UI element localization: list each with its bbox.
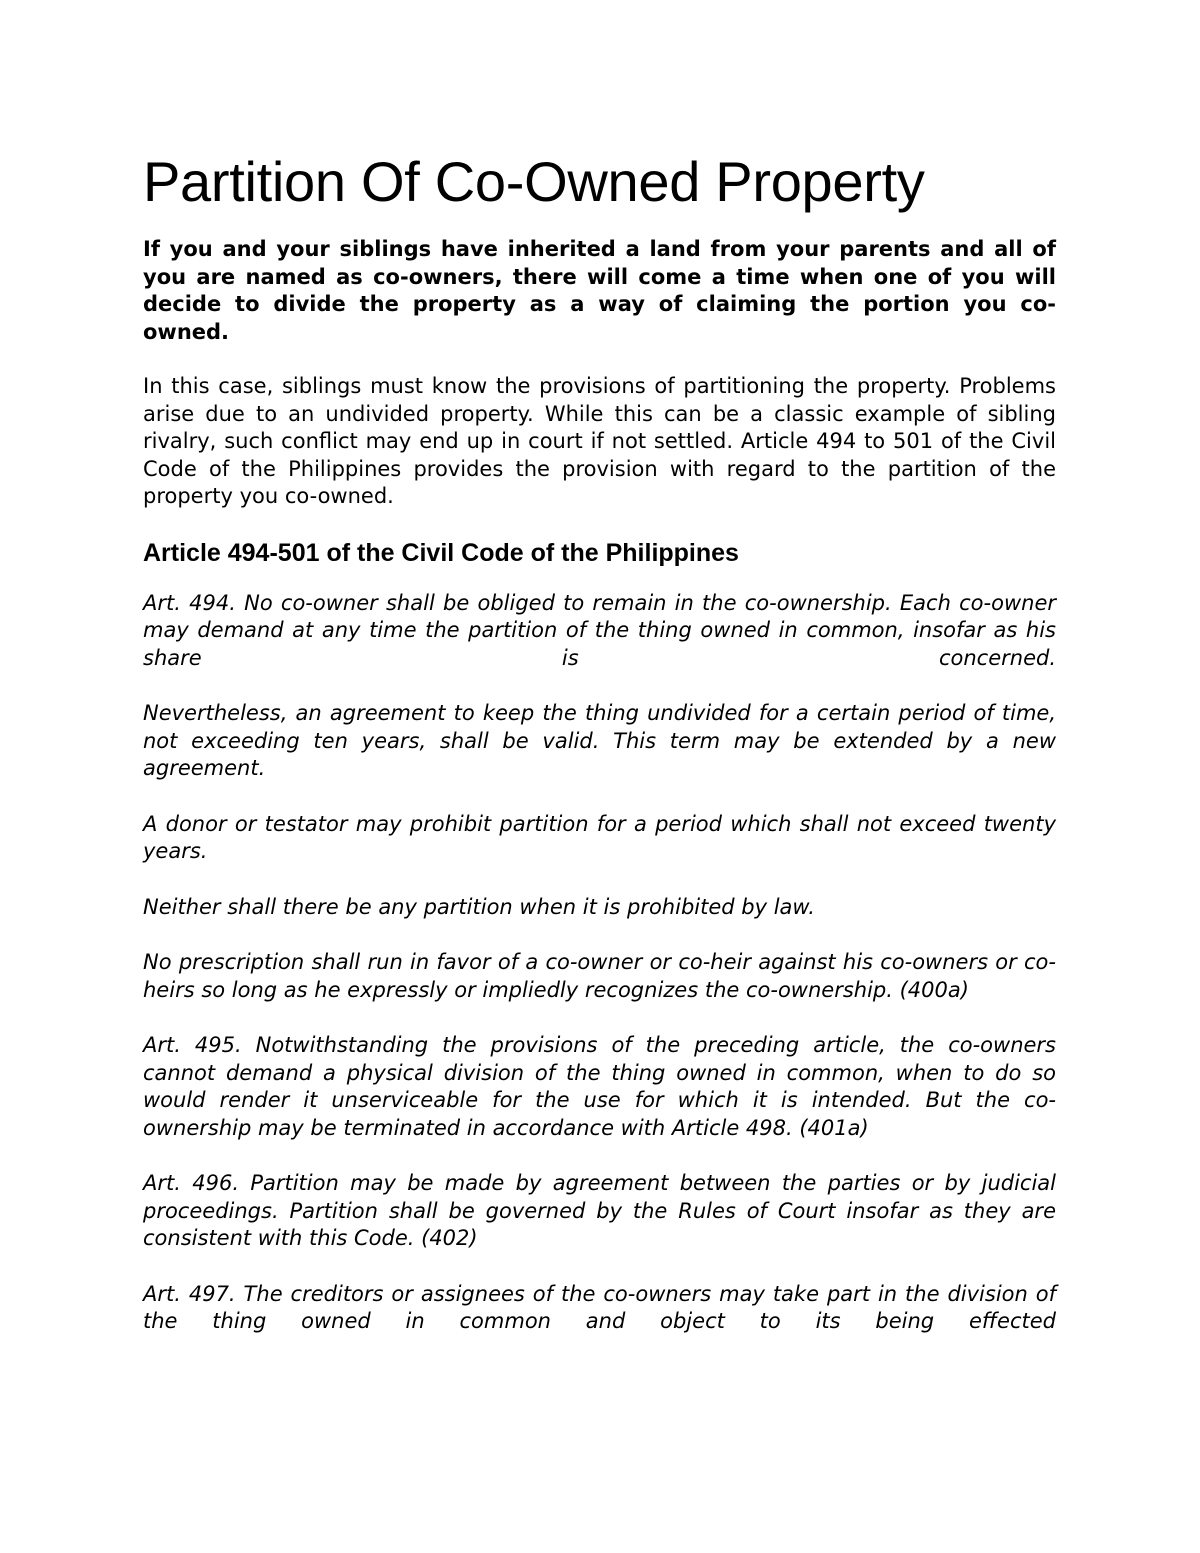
article-496-paragraph: Art. 496. Partition may be made by agreement between the parties or by judicial proceedings. Partition shall be governed by the Rules of Court insofar as they are consistent with this Code. (402) xyxy=(143,1171,1056,1250)
agreement-paragraph: Nevertheless, an agreement to keep the thing undivided for a certain period of time, not exceeding ten years, shall be valid. This term may be extended by a new agreement. xyxy=(143,701,1056,780)
lead-paragraph: If you and your siblings have inherited a land from your parents and all of you are named as co-owners, there will come a time when one of you will decide to divide the property as a way of claiming the portion you co-owned. xyxy=(143,237,1056,344)
prohibition-paragraph: Neither shall there be any partition when it is prohibited by law. xyxy=(143,894,815,919)
page-title: Partition Of Co-Owned Property xyxy=(143,150,925,213)
document-page xyxy=(143,150,1056,1364)
section-heading: Article 494-501 of the Civil Code of the Philippines xyxy=(143,538,739,567)
article-494-paragraph: Art. 494. No co-owner shall be obliged to remain in the co-ownership. Each co-owner may demand at any time the partition of the thing owned in common, insofar as his share is concerned. xyxy=(143,590,1056,670)
intro-paragraph: In this case, siblings must know the provisions of partitioning the property. Problems arise due to an undivided property. While this can be a classic example of sibling rivalry, such conflict may end up in court if not settled. Article 494 to 501 of the Civil Code of the Philippines provides the provision with regard to the partition of the property you co-owned. xyxy=(143,374,1056,508)
donor-paragraph: A donor or testator may prohibit partition for a period which shall not exceed twenty years. xyxy=(143,811,1056,863)
article-497-paragraph: Art. 497. The creditors or assignees of the co-owners may take part in the division of the thing owned in common and object to its being effected xyxy=(143,1281,1056,1333)
article-495-paragraph: Art. 495. Notwithstanding the provisions of the preceding article, the co-owners cannot demand a physical division of the thing owned in common, when to do so would render it unserviceable for the use for which it is intended. But the co-ownership may be terminated in accordance with Article 498. (401a) xyxy=(143,1033,1056,1140)
prescription-paragraph: No prescription shall run in favor of a co-owner or co-heir against his co-owners or co-heirs so long as he expressly or impliedly recognizes the co-ownership. (400a) xyxy=(143,950,1056,1002)
